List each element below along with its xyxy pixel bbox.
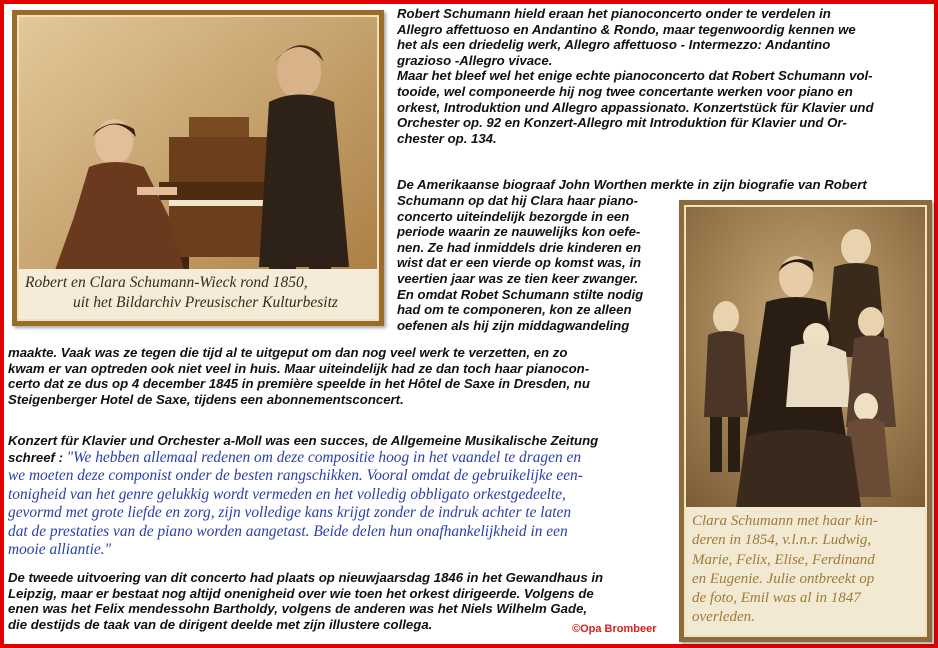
paragraph-1-line: chester op. 134. [397, 130, 497, 146]
paragraph-2-line: oefenen als hij zijn middagwandeling [397, 317, 630, 333]
paragraph-2-line: nen. Ze had inmiddels drie kinderen en [397, 239, 642, 255]
photo2-caption-line: Marie, Felix, Elise, Ferdinand [692, 551, 875, 568]
paragraph-2-wide [8, 345, 590, 407]
paragraph-2-narrow [397, 193, 643, 333]
photo-robert-clara-caption [19, 269, 377, 319]
photo2-caption-line: deren in 1854, v.l.n.r. Ludwig, [692, 532, 872, 549]
paragraph-2-line: wist dat er een vierde op komst was, in [397, 255, 642, 271]
copyright-notice: ©Opa Brombeer [572, 623, 657, 635]
paragraph-2-line: certo dat ze dus op 4 december 1845 in première speelde in het Hôtel de Saxe in Dresden, nu [8, 376, 590, 392]
paragraph-1-line: grazioso -Allegro vivace. [397, 52, 553, 68]
photo-robert-clara-image [17, 15, 379, 321]
paragraph-1-line: tooide, wel componeerde hij nog twee concertante werken voor piano en [397, 83, 853, 99]
paragraph-1-line: Robert Schumann hield eraan het pianoconcerto onder te verdelen in [397, 6, 831, 21]
clara-children-illustration [686, 207, 925, 507]
paragraph-2-line: veertien jaar was ze tien keer zwanger. [397, 270, 639, 286]
paragraph-4-line: Leipzig, maar er bestaat nog altijd onenigheid over wie toen het orkest dirigeerde. Volgens de [8, 585, 594, 601]
photo1-caption-line2: uit het Bildarchiv Preusischer Kulturbesitz [73, 294, 338, 311]
quote-block [8, 467, 583, 560]
paragraph-1-line: Allegro affettuoso en Andantino & Rondo, maar tegenwoordig kennen we [397, 21, 856, 37]
quote-line: dat de prestaties van de piano worden aangetast. Beide delen hun onafhankelijkheid in een [8, 522, 568, 540]
paragraph-1-line: Maar het bleef wel het enige echte pianoconcerto dat Robert Schumann vol- [397, 68, 873, 84]
paragraph-1-line: orkest, Introduktion und Allegro appassionato. Konzertstück für Klavier und [397, 99, 874, 115]
photo2-caption-line: overleden. [692, 609, 755, 626]
photo2-caption-line: en Eugenie. Julie ontbreekt op [692, 570, 875, 587]
paragraph-4-line: die destijds de taak van de dirigent deelde met zijn illustere collega. [8, 616, 433, 632]
paragraph-2-line: En omdat Robet Schumann stilte nodig [397, 286, 644, 302]
photo-clara-children-image [684, 205, 927, 637]
photo-clara-children [679, 200, 932, 642]
paragraph-4-line: enen was het Felix mendessohn Bartholdy, volgens de anderen was het Niels Wilhelm Gade, [8, 601, 588, 617]
paragraph-3-lead-row [8, 449, 581, 468]
paragraph-2-line: kwam er van optreden ook niet veel in huis. Maar uiteindelijk had ze dan toch haar pianocon- [8, 360, 590, 376]
paragraph-4-line: De tweede uitvoering van dit concerto had plaats op nieuwjaarsdag 1846 in het Gewandhaus in [8, 570, 604, 585]
photo2-caption-line: Clara Schumann met haar kin- [692, 513, 878, 529]
paragraph-2-line: Schumann op dat hij Clara haar piano- [397, 193, 639, 208]
quote-line: we moeten deze componist onder de besten rangschikken. Vooral omdat de gebruikelijke een- [8, 467, 583, 484]
paragraph-1-line: het als een driedelig werk, Allegro affettuoso - Intermezzo: Andantino [397, 37, 831, 53]
photo1-caption-line1: Robert en Clara Schumann-Wieck rond 1850, [25, 274, 308, 291]
quote-first-line: "We hebben allemaal redenen om deze compositie hoog in het vaandel te dragen en [66, 449, 582, 466]
photo2-caption-line: de foto, Emil was al in 1847 [692, 590, 861, 607]
paragraph-2-line: maakte. Vaak was ze tegen die tijd al te uitgeput om dan nog veel werk te verzetten, en zo [8, 345, 568, 360]
paragraph-3-intro [8, 433, 598, 449]
paragraph-3-line: Konzert für Klavier und Orchester a-Moll was een succes, de Allgemeine Musikalische Zeitung [8, 433, 599, 448]
photo-robert-clara [12, 10, 384, 326]
quote-line: gevormd met grote liefde en zorg, zijn volledige kans krijgt zonder de indruk achter te laten [8, 504, 572, 522]
photo-clara-children-caption [686, 507, 925, 635]
paragraph-3-lead: schreef : [8, 450, 67, 465]
quote-line: tonigheid van het genre gelukkig wordt vermeden en het volledig obbligato orkestgedeelte, [8, 485, 566, 503]
paragraph-2-line: periode waarin ze nauwelijks kon oefe- [397, 224, 641, 240]
quote-line: mooie alliantie." [8, 541, 112, 559]
paragraph-1 [397, 6, 874, 146]
paragraph-2-line: Steigenberger Hotel de Saxe, tijdens een abonnementsconcert. [8, 391, 404, 407]
paragraph-1-line: Orchester op. 92 en Konzert-Allegro mit Introduktion für Klavier und Or- [397, 115, 847, 131]
paragraph-2-line: had om te componeren, kon ze alleen [397, 302, 632, 318]
paragraph-2-top [397, 177, 867, 193]
paragraph-2-line: concerto uiteindelijk bezorgde in een [397, 208, 630, 224]
paragraph-4 [8, 570, 603, 632]
paragraph-2-line: De Amerikaanse biograaf John Worthen merkte in zijn biografie van Robert [397, 177, 867, 192]
